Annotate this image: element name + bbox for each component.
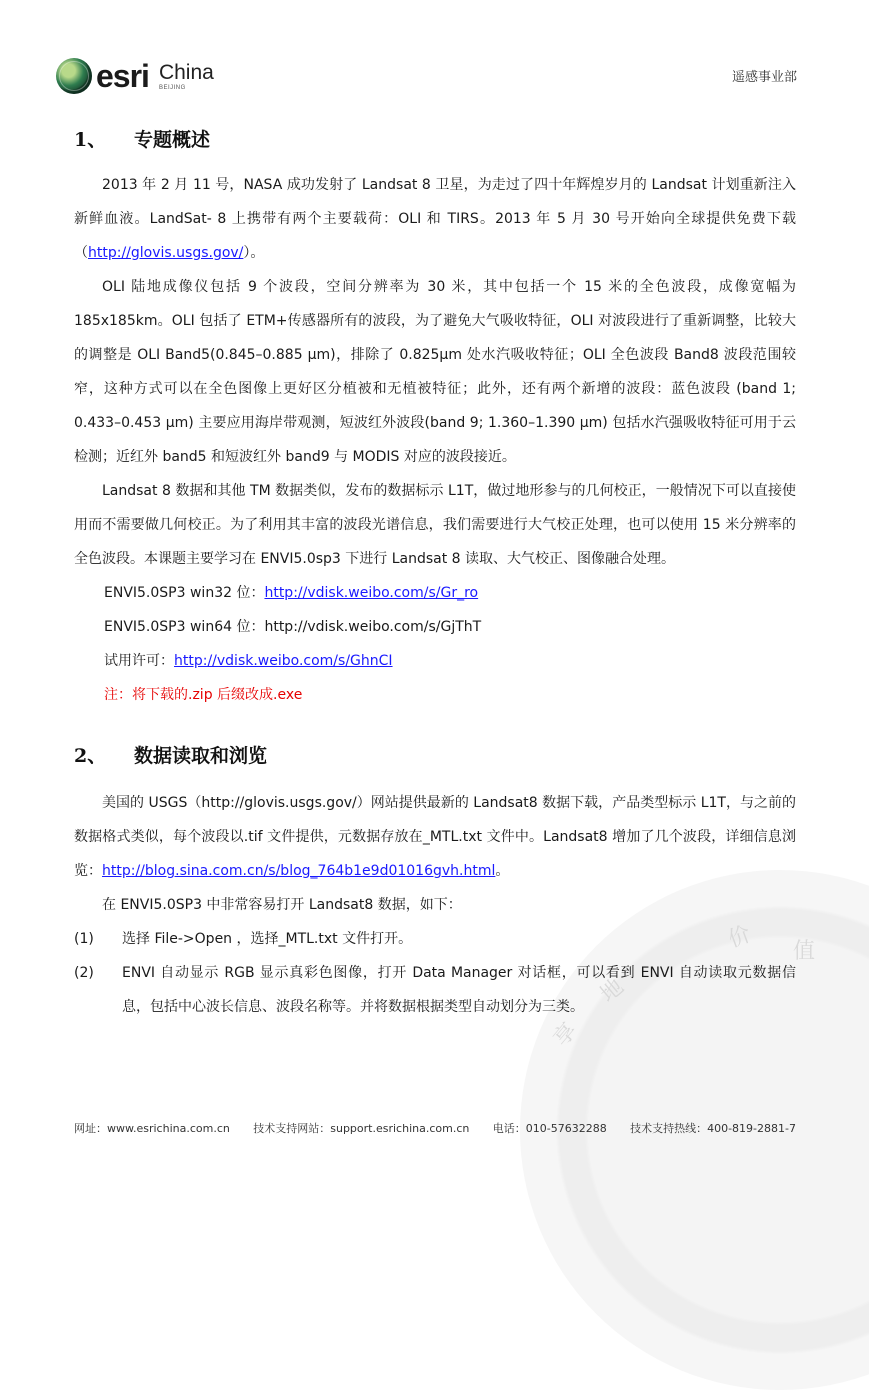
watermark-text: 值 bbox=[793, 939, 816, 964]
logo-brand: esri bbox=[96, 57, 149, 94]
license-line bbox=[74, 644, 796, 678]
globe-icon bbox=[56, 58, 92, 94]
section-2-heading bbox=[74, 734, 796, 774]
section-1-heading bbox=[74, 118, 796, 158]
glovis-link[interactable]: http://glovis.usgs.gov/ bbox=[88, 245, 244, 261]
paragraph-text: ）。 bbox=[243, 245, 265, 261]
logo-sub bbox=[159, 62, 214, 91]
win32-download-link[interactable]: http://vdisk.weibo.com/s/Gr_ro bbox=[264, 585, 479, 601]
license-label: 试用许可： bbox=[104, 653, 174, 669]
page-header bbox=[56, 56, 797, 96]
download-label: ENVI5.0SP3 win64 位： bbox=[104, 619, 265, 635]
list-text: 选择 File->Open ，选择_MTL.txt 文件打开。 bbox=[122, 931, 413, 947]
document-body bbox=[74, 118, 796, 1024]
win64-download-url: http://vdisk.weibo.com/s/GjThT bbox=[264, 619, 482, 635]
footer-phone: 电话：010-57632288 bbox=[492, 1122, 607, 1135]
watermark-text: 享 bbox=[548, 1018, 583, 1052]
department-label: 遥感事业部 bbox=[731, 70, 797, 85]
footer-support-site: 技术支持网站：support.esrichina.com.cn bbox=[253, 1122, 470, 1135]
page-footer bbox=[74, 1120, 796, 1136]
section-title: 专题概述 bbox=[134, 128, 211, 151]
note-text: 注：将下载的.zip 后缀改成.exe bbox=[104, 687, 303, 703]
license-link[interactable]: http://vdisk.weibo.com/s/GhnCI bbox=[174, 653, 393, 669]
footer-hotline: 技术支持热线：400-819-2881-7 bbox=[630, 1122, 796, 1135]
list-text: ENVI 自动显示 RGB 显示真彩色图像，打开 Data Manager 对话框，可以看到 ENVI 自动读取元数据信息，包括中心波长信息、波段名称等。并将数据根据类型自动划分为三类。 bbox=[122, 965, 796, 1015]
watermark-text: 地 bbox=[595, 974, 629, 1008]
paragraph bbox=[74, 168, 796, 270]
logo-china: China bbox=[158, 60, 214, 84]
paragraph-text: 美国的 USGS（http://glovis.usgs.gov/）网站提供最新的 Landsat8 数据下载，产品类型标示 L1T，与之前的数据格式类似，每个波段以.tif 文件提供，元数据存放在_MTL.txt 文件中。Landsat8 增加了几个波段，详细信息浏览： bbox=[74, 795, 796, 879]
download-line-win64 bbox=[74, 610, 796, 644]
list-item bbox=[74, 956, 796, 1024]
section-number: 1、 bbox=[74, 128, 107, 151]
logo-beijing: BEIJING bbox=[158, 84, 186, 91]
download-line-win32 bbox=[74, 576, 796, 610]
section-number: 2、 bbox=[74, 744, 107, 767]
blog-link[interactable]: http://blog.sina.com.cn/s/blog_764b1e9d01016gvh.html bbox=[102, 863, 496, 879]
list-index: (2) bbox=[74, 965, 94, 981]
paragraph-text: 。 bbox=[495, 863, 510, 879]
list-index: (1) bbox=[74, 931, 94, 947]
list-item bbox=[74, 922, 796, 956]
paragraph bbox=[74, 786, 796, 888]
esri-china-logo bbox=[56, 56, 214, 96]
paragraph: 在 ENVI5.0SP3 中非常容易打开 Landsat8 数据，如下： bbox=[102, 897, 462, 913]
section-title: 数据读取和浏览 bbox=[134, 744, 268, 767]
paragraph: OLI 陆地成像仪包括 9 个波段，空间分辨率为 30 米，其中包括一个 15 米的全色波段，成像宽幅为 185x185km。OLI 包括了 ETM+传感器所有的波段，为了避免大气吸收特征，OLI 对波段进行了重新调整，比较大的调整是 OLI Band5(0.845–0.885 μm)，排除了 0.825μm 处水汽吸收特征；OLI 全色波段 Band8 波段范围较窄，这种方式可以在全色图像上更好区分植被和无植被特征；此外，还有两个新增的波段：蓝色波段 (band 1; 0.433–0.453 μm) 主要应用海岸带观测，短波红外波段(band 9; 1.360–1.390 μm) 包括水汽强吸收特征可用于云检测；近红外 band5 和短波红外 band9 与 MODIS 对应的波段接近。 bbox=[74, 279, 796, 465]
download-label: ENVI5.0SP3 win32 位： bbox=[104, 585, 265, 601]
watermark-text: 价 bbox=[725, 921, 755, 953]
paragraph: Landsat 8 数据和其他 TM 数据类似，发布的数据标示 L1T，做过地形参与的几何校正，一般情况下可以直接使用而不需要做几何校正。为了利用其丰富的波段光谱信息，我们需要进行大气校正处理，也可以使用 15 米分辨率的全色波段。本课题主要学习在 ENVI5.0sp3 下进行 Landsat 8 读取、大气校正、图像融合处理。 bbox=[74, 483, 796, 567]
paragraph-text: 2013 年 2 月 11 号，NASA 成功发射了 Landsat 8 卫星，为走过了四十年辉煌岁月的 Landsat 计划重新注入新鲜血液。LandSat- 8 上携带有两个主要载荷：OLI 和 TIRS。2013 年 5 月 30 号开始向全球提供免费下载（ bbox=[74, 177, 796, 261]
footer-website: 网址：www.esrichina.com.cn bbox=[74, 1122, 230, 1135]
